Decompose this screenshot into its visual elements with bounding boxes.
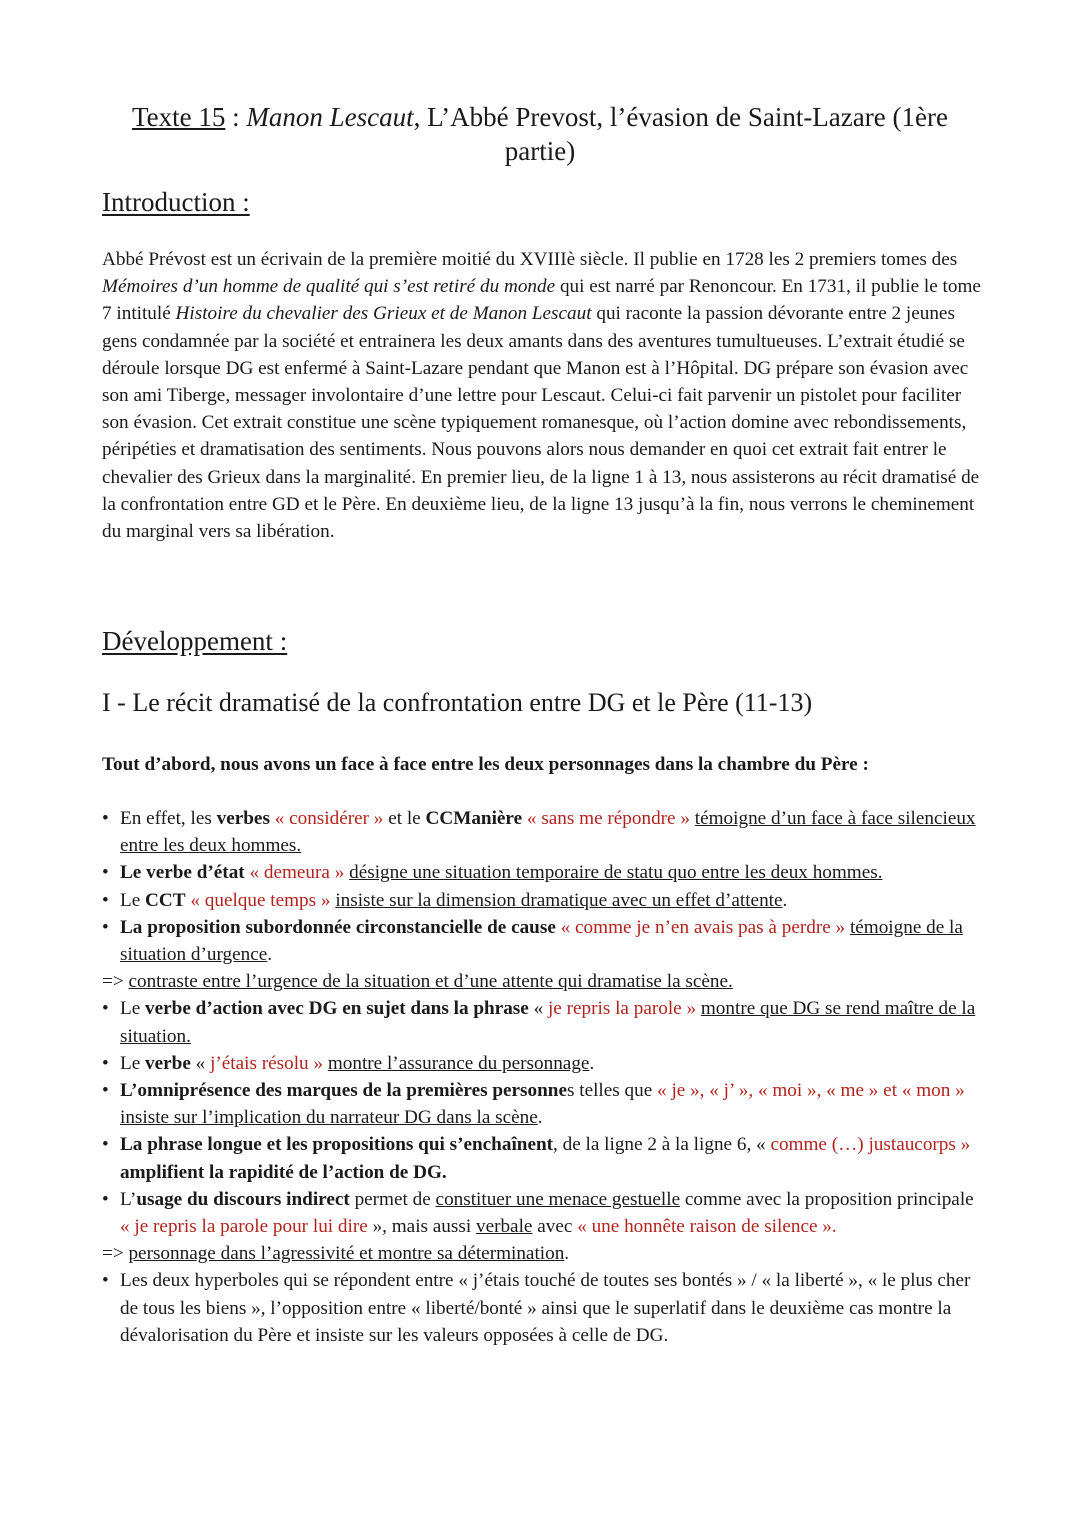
list-item: • La phrase longue et les propositions qui s’enchaînent, de la ligne 2 à la ligne 6, « comme (…) justaucorps » amplifient la rapidité de l’action de DG. xyxy=(102,1131,982,1185)
bullet-icon: • xyxy=(102,1270,109,1292)
title-label: Texte 15 xyxy=(132,102,226,132)
intro-paragraph: Abbé Prévost est un écrivain de la première moitié du XVIIIè siècle. Il publie en 1728 les 2 premiers tomes des Mémoires d’un homme de qualité qui s’est retiré du monde qui est narré par Renoncour. En 1731, il publie le tome 7 intitulé Histoire du chevalier des Grieux et de Manon Lescaut qui raconte la passion dévorante entre 2 jeunes gens condamnée par la société et entrainera les deux amants dans des aventures tumultueuses. L’extrait étudié se déroule lorsque DG est enfermé à Saint-Lazare pendant que Manon est à l’Hôpital. DG prépare son évasion avec son ami Tiberge, messager involontaire d’une lettre pour Lescaut. Celui-ci fait parvenir un pistolet pour faciliter son évasion. Cet extrait constitue une scène typiquement romanesque, où l’action domine avec rebondissements, péripéties et dramatisation des sentiments. Nous pouvons alors nous demander en quoi cet extrait fait entrer le chevalier des Grieux dans la marginalité. En premier lieu, de la ligne 1 à 13, nous assisterons au récit dramatisé de la confrontation entre GD et le Père. En deuxième lieu, de la ligne 13 jusqu’à la fin, nous verrons le cheminement du marginal vers sa libération. xyxy=(102,249,981,543)
document-title: Texte 15 : Manon Lescaut, L’Abbé Prevost, l’évasion de Saint-Lazare (1ère partie) xyxy=(132,102,948,166)
list-item: • La proposition subordonnée circonstancielle de cause « comme je n’en avais pas à perdre » témoigne de la situation d’urgence. xyxy=(102,914,982,968)
analysis-list xyxy=(102,805,982,1349)
list-item: • Le verbe « j’étais résolu » montre l’assurance du personnage. xyxy=(102,1050,982,1077)
intro-heading: Introduction : xyxy=(102,187,250,217)
list-item: • L’usage du discours indirect permet de constituer une menace gestuelle comme avec la proposition principale « je repris la parole pour lui dire », mais aussi verbale avec « une honnête raison de silence ». xyxy=(102,1186,982,1240)
bullet-icon: • xyxy=(102,889,109,911)
list-item: • Le CCT « quelque temps » insiste sur la dimension dramatique avec un effet d’attente. xyxy=(102,887,982,914)
list-item: • L’omniprésence des marques de la premières personnes telles que « je », « j’ », « moi », « me » et « mon » insiste sur l’implication du narrateur DG dans la scène. xyxy=(102,1077,982,1131)
list-item: • Les deux hyperboles qui se répondent entre « j’étais touché de toutes ses bontés » / « la liberté », « le plus cher de tous les biens », l’opposition entre « liberté/bonté » ainsi que le superlatif dans le deuxième cas montre la dévalorisation du Père et insiste sur les valeurs opposées à celle de DG. xyxy=(102,1267,982,1349)
conclusion-line: => contraste entre l’urgence de la situation et d’une attente qui dramatise la scène. xyxy=(102,971,733,993)
bullet-icon: • xyxy=(102,862,109,884)
bullet-icon: • xyxy=(102,916,109,938)
bullet-icon: • xyxy=(102,1188,109,1210)
bullet-icon: • xyxy=(102,998,109,1020)
list-item: • En effet, les verbes « considérer » et le CCManière « sans me répondre » témoigne d’un face à face silencieux entre les deux hommes. xyxy=(102,805,982,859)
title-work: Manon Lescaut xyxy=(246,102,414,132)
list-item: • Le verbe d’action avec DG en sujet dans la phrase « je repris la parole » montre que DG se rend maître de la situation. xyxy=(102,995,982,1049)
development-heading: Développement : xyxy=(102,626,288,656)
bullet-icon: • xyxy=(102,808,109,829)
bullet-icon: • xyxy=(102,1080,109,1102)
bullet-icon: • xyxy=(102,1134,109,1156)
bullet-icon: • xyxy=(102,1052,109,1074)
lead-sentence: Tout d’abord, nous avons un face à face entre les deux personnages dans la chambre du Père : xyxy=(102,754,869,775)
section-heading: I - Le récit dramatisé de la confrontation entre DG et le Père (11-13) xyxy=(102,688,813,717)
list-item: • Le verbe d’état « demeura » désigne une situation temporaire de statu quo entre les deux hommes. xyxy=(102,859,982,886)
conclusion-line: => personnage dans l’agressivité et montre sa détermination. xyxy=(102,1243,570,1265)
